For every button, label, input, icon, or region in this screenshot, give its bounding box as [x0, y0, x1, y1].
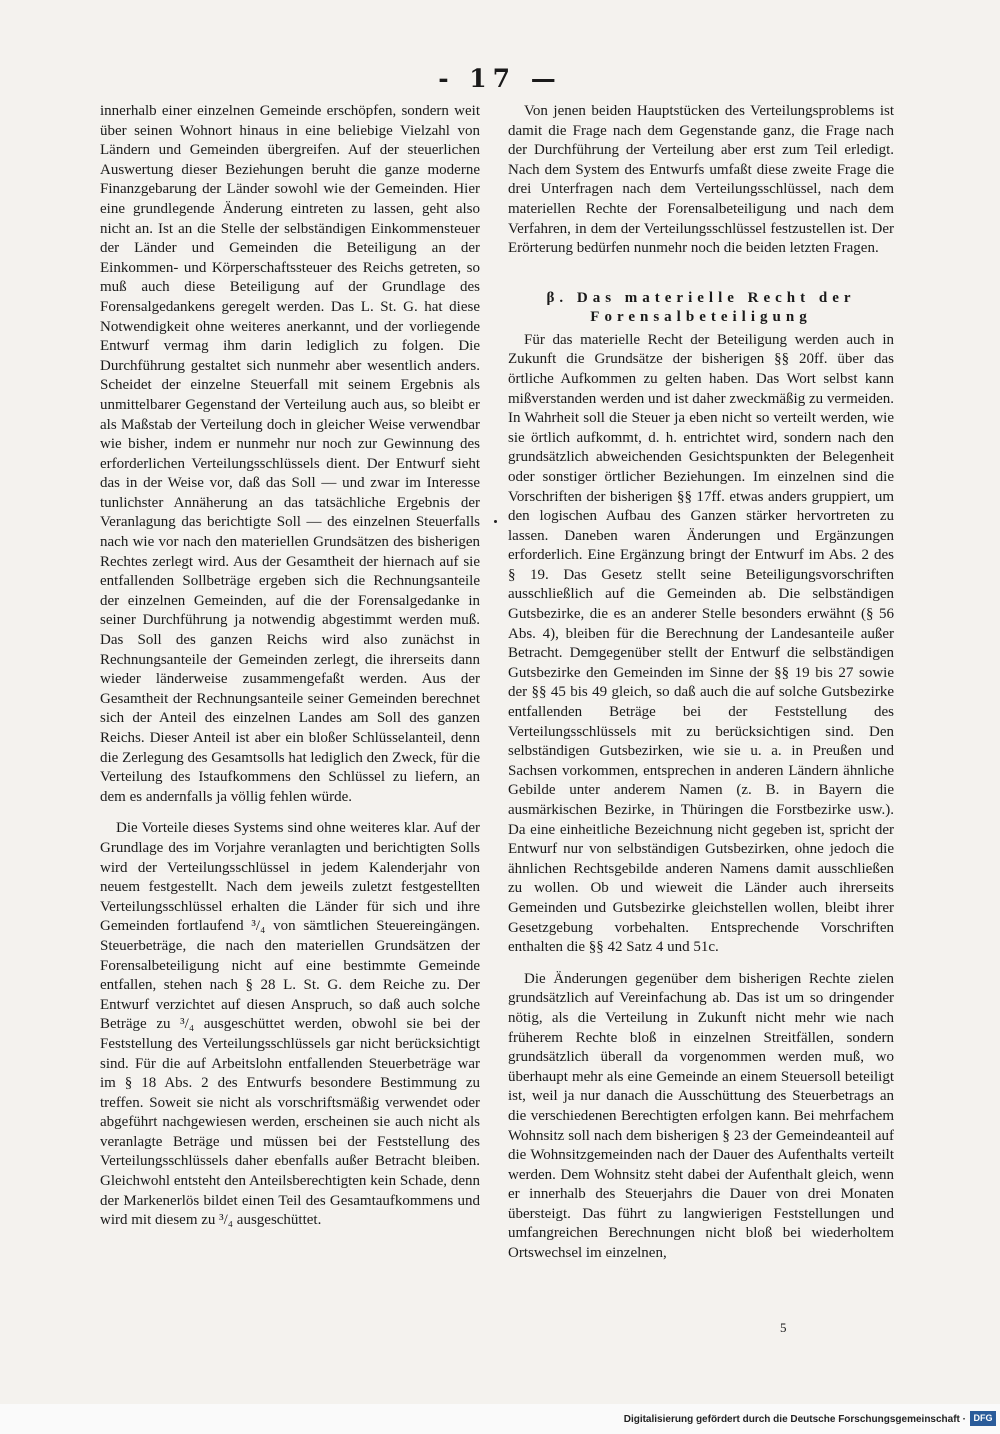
column-divider-dot — [494, 520, 497, 523]
left-column — [100, 102, 480, 1231]
right-paragraph-1: Für das materielle Recht der Beteiligung werden auch in Zukunft die Grundsätze der bisherigen §§ 20ff. über das örtliche Aufkommen zu gelten haben. Das Wort selbst kann mißverstanden werden und ist daher zweckmäßig zu vermeiden. In Wahrheit soll die Steuer ja eben nicht so verteilt werden, wie sie örtlich aufkommt, d. h. entrichtet wird, sondern nach den grundsätzlich abweichenden Gesichtspunkten der Belegenheit oder sonstiger örtlicher Beziehungen. Im einzelnen sind die Vorschriften der bisherigen §§ 17ff. etwas anders gruppiert, um den logischen Aufbau des Ganzen stärker hervortreten zu lassen. Daneben waren Änderungen und Ergänzungen erforderlich. Eine Ergänzung bringt der Entwurf im Abs. 2 des § 19. Das Gesetz stellt seine Beteiligungsvorschriften ausschließlich auf die Gemeinden ab. Die selbständigen Gutsbezirke, die es an anderer Stelle besonders erwähnt (§ 56 Abs. 4), bleiben für die Berechnung der Landesanteile außer Betracht. Demgegenüber stellt der Entwurf die selbständigen Gutsbezirke den Gemeinden im Sinne der §§ 19 bis 27 sowie der §§ 45 bis 49 gleich, so daß auch die auf solche Gutsbezirke entfallenden Beträge bei der Feststellung des Verteilungsschlüssels mit zu berücksichtigen sind. Den selbständigen Gutsbezirken, wie sie u. a. in Preußen und Sachsen vorkommen, entsprechen in anderen Ländern ähnliche Gebilde unter anderem Namen (z. B. in Bayern die ausmärkischen Bezirke, in Thüringen die Forstbezirke usw.). Da eine einheitliche Bezeichnung nicht gegeben ist, spricht der Entwurf nur von selbständigen Gutsbezirken, ohne jedoch die ähnlichen Rechtsgebilde anderen Namens damit ausschließen zu wollen. Ob und wieweit die Länder auch ihrerseits Gemeinden und Gutsbezirke gleichstellen wollen, bleibt ihrer Gesetzgebung vorbehalten. Entsprechende Vorschriften enthalten die §§ 42 Satz 4 und 51c. — [508, 331, 894, 956]
dfg-logo-icon: DFG — [970, 1411, 996, 1426]
left-paragraph-1: innerhalb einer einzelnen Gemeinde erschöpfen, sondern weit über seinen Wohnort hinaus in eine beliebige Vielzahl von Ländern und Gemeinden übergreifen. Auf der steuerlichen Auswertung dieser Beziehungen beruht die ganze moderne Finanzgebarung der Länder sowohl wie der Gemeinden. Hier eine grundlegende Änderung eintreten zu lassen, geht also nicht an. Ist an die Stelle der selbständigen Einkommensteuer der Länder und Gemeinden die Beteiligung an der Einkommen- und Körperschaftssteuer des Reichs getreten, so muß auch diese Beteiligung auf der Grundlage des Forensalgedankens geregelt werden. Das L. St. G. hat diese Notwendigkeit ohne weiteres anerkannt, und der vorliegende Entwurf vermag ihm darin lediglich zu folgen. Die Durchführung gestaltet sich nunmehr aber wesentlich anders. Scheidet der einzelne Steuerfall mit seinem Ergebnis als unmittelbarer Gegenstand der Verteilung auch aus, so bleibt er als Maßstab der Verteilung doch in gleicher Weise verwendbar wie bisher, indem er nunmehr nur noch zur Gewinnung des erforderlichen Verteilungsschlüssels dient. Der Entwurf sieht das in der Weise vor, daß das Soll — und zwar im Interesse tunlichster Annäherung an das tatsächliche Ergebnis der Veranlagung das berichtigte Soll — des einzelnen Steuerfalls nach wie vor nach den materiellen Grundsätzen des bisherigen Rechtes zerlegt wird. Aus der Gesamtheit der hiernach auf sie entfallenden Sollbeträge ergeben sich die Rechnungsanteile der einzelnen Gemeinden, auf die der Forensalgedanke in seiner Durchführung ja notwendig abgestimmt werden muß. Das Soll des ganzen Reichs wird also zunächst in Rechnungsanteile der Gemeinden zerlegt, die ihrerseits dann wieder länderweise zusammengefaßt werden. Aus der Gesamtheit der Rechnungsanteile seiner Gemeinden berechnet sich der Anteil des einzelnen Landes am Soll des ganzen Reichs. Dieser Anteil ist aber ein bloßer Schlüsselanteil, denn die Zerlegung des Gesamtsolls hat lediglich den Zweck, für die Verteilung des Istaufkommens den Schlüssel zu liefern, an dem es andernfalls ja völlig fehlen würde. — [100, 103, 480, 805]
right-column — [508, 102, 894, 1264]
left-paragraph-2: Die Vorteile dieses Systems sind ohne weiteres klar. Auf der Grundlage des im Vorjahre veranlagten und berichtigten Solls wird der Verteilungsschlüssel in jedem Kalenderjahr von neuem festgestellt. Nach dem jeweils zuletzt festgestellten Verteilungsschlüssel erhalten die Länder für sich und ihre Gemeinden fortlaufend ³/₄ von sämtlichen Steuereingängen. Steuerbeträge, die nach den materiellen Grundsätzen der Forensalbeteiligung nicht auf eine bestimmte Gemeinde entfallen, stehen nach § 28 L. St. G. dem Reiche zu. Der Entwurf verzichtet auf diesen Anspruch, so daß auch solche Beträge zu ³/₄ ausgeschüttet werden, obwohl sie bei der Feststellung des Verteilungsschlüssels gar nicht berücksichtigt sind. Für die auf Arbeitslohn entfallenden Steuerbeträge war im § 18 Abs. 2 des Entwurfs besondere Bestimmung zu treffen. Soweit sie nicht als vorschriftsmäßig verwendet oder abgeführt nachgewiesen werden, erscheinen sie auch nicht als veranlagte Beträge und müssen bei der Feststellung des Verteilungsschlüssels daher ebenfalls außer Betracht bleiben. Gleichwohl entsteht den Anteilsberechtigten kein Schade, denn der Markenerlös bildet einen Teil des Gesamtaufkommens und wird mit diesem zu ³/₄ ausgeschüttet. — [100, 820, 480, 1229]
section-heading: β. Das materielle Recht der Forensalbeteiligung — [546, 289, 856, 325]
right-paragraph-2: Die Änderungen gegenüber dem bisherigen Rechte zielen grundsätzlich auf Vereinfachung ab. Das ist um so dringender nötig, als die Verteilung in Zukunft nicht mehr wie nach früherem Rechte bloß in einzelnen Streitfällen, sondern grundsätzlich überall da vorgenommen werden muß, wo überhaupt mehr als eine Gemeinde an einem Steuersoll beteiligt ist, weil ja nur danach die Ausschüttung des Steuerbetrags an die verschiedenen Berechtigten erfolgen kann. Bei mehrfachem Wohnsitz soll nach dem bisherigen § 23 der Gemeindeanteil auf die Wohnsitzgemeinden nach der Dauer des Aufenthalts verteilt werden. Dem Wohnsitz steht dabei der Aufenthalt gleich, wenn er innerhalb des Steuerjahrs die Dauer von drei Monaten übersteigt. Das führt zu langwierigen Feststellungen und umfangreichen Berechnungen nicht bloß bei wiederholtem Ortswechsel im einzelnen, — [508, 970, 894, 1262]
page-number: - 17 — — [438, 64, 562, 93]
right-intro-paragraph: Von jenen beiden Hauptstücken des Verteilungsproblems ist damit die Frage nach dem Gegenstande ganz, die Frage nach der Durchführung der Verteilung aber erst zum Teil erledigt. Nach dem System des Entwurfs umfaßt diese zweite Frage die drei Unterfragen nach dem Verteilungsschlüssel, nach dem materiellen Rechte der Forensalbeteiligung und nach dem Verfahren, in dem der Verteilungsschlüssel festzustellen ist. Der Erörterung bedürfen nunmehr noch die beiden letzten Fragen. — [508, 103, 894, 257]
footer-credit: Digitalisierung gefördert durch die Deutsche Forschungsgemeinschaft · — [623, 1414, 966, 1425]
page-signature: 5 — [780, 1320, 787, 1335]
